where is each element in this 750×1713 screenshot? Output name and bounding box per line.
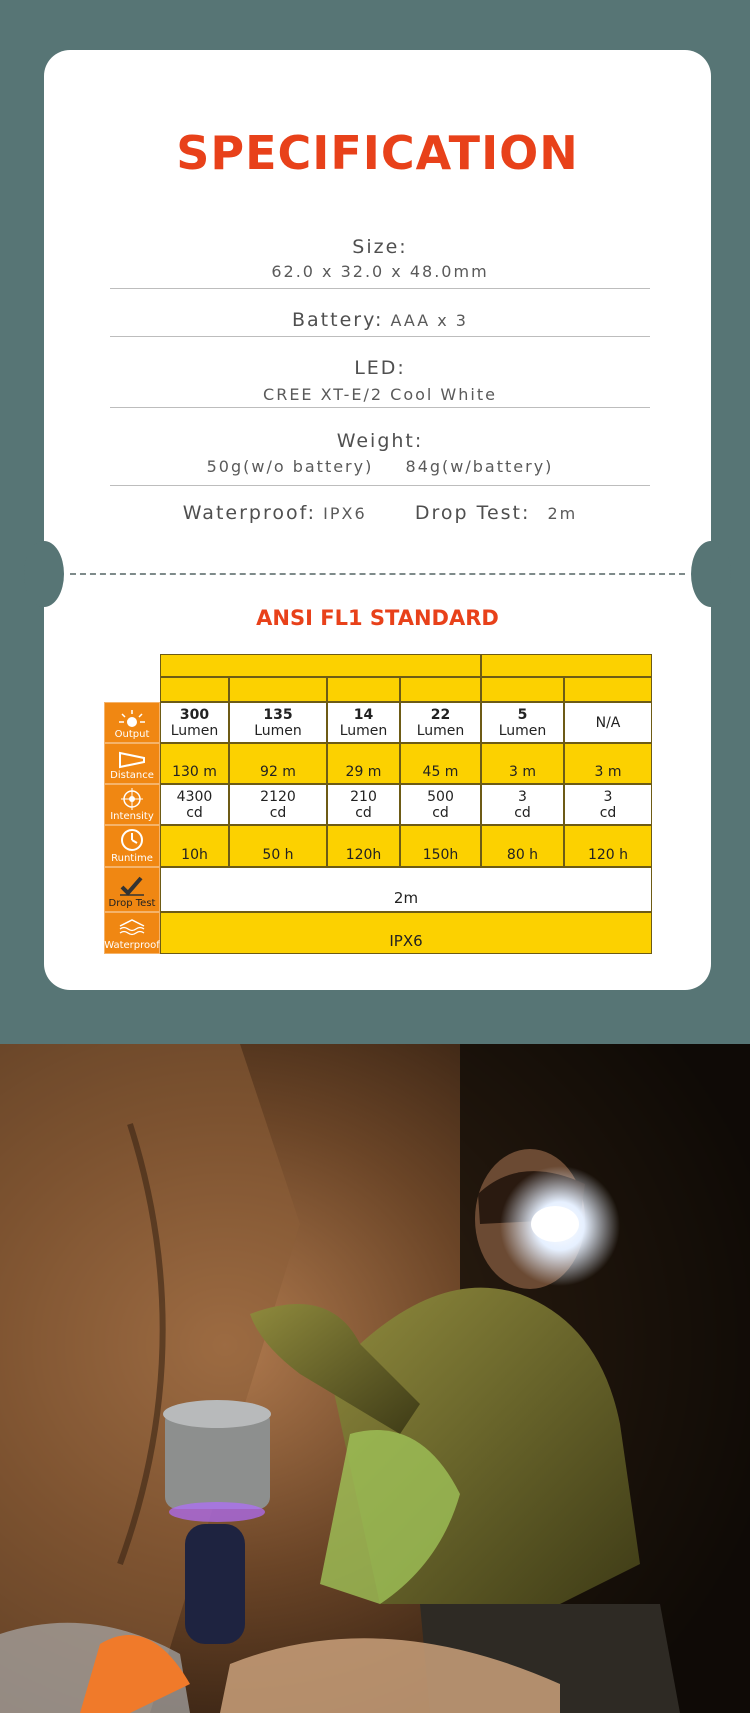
table-cell [400,702,481,743]
cell-value: 45 m [422,764,459,780]
table-cell [481,784,564,825]
headlamp-photo-illustration [0,1044,750,1713]
cell-value: 3 [518,788,527,805]
ticket-notch-left [24,541,64,607]
table-cell [160,784,229,825]
header-white-light [160,654,481,677]
mode-header [327,677,400,702]
table-cell [160,743,229,784]
table-cell [400,784,481,825]
table-cell [160,702,229,743]
cell-unit: cd [186,804,203,821]
cell-unit: Lumen [416,722,465,739]
drop-test-icon [104,867,160,912]
distance-icon [104,743,160,784]
table-cell [327,743,400,784]
spec-led-value: CREE XT-E/2 Cool White [263,385,497,404]
cell-value: 210 [350,788,377,805]
divider [110,288,650,289]
spec-battery-value: AAA x 3 [390,311,468,330]
header-red-light [481,654,652,677]
divider [110,485,650,486]
cell-value: 29 m [345,764,382,780]
row-label: Output [114,729,150,740]
row-label: Drop Test [108,898,156,909]
table-cell [400,825,481,867]
table-cell [400,743,481,784]
table-cell [481,825,564,867]
runtime-icon [104,825,160,867]
table-span-cell: IPX6 [160,912,652,954]
cell-value: 5 [517,706,528,723]
cell-unit: cd [355,804,372,821]
ticket-perforation [70,573,685,575]
mode-header [400,677,481,702]
output-icon [104,702,160,743]
spec-weight [110,430,650,476]
table-cell [160,825,229,867]
intensity-icon [104,784,160,825]
row-label: Runtime [111,853,153,864]
table-cell [481,702,564,743]
spec-waterproof-drop [110,502,650,524]
cell-value: 300 [179,706,210,723]
divider [110,336,650,337]
cell-value: 2120 [260,788,296,805]
table-cell [564,743,652,784]
cell-value: 135 [263,706,293,723]
table-cell [229,743,327,784]
cell-unit: cd [599,804,617,821]
cell-unit: Lumen [170,722,219,739]
spec-size [110,236,650,281]
spec-battery [110,309,650,331]
table-cell [229,784,327,825]
table-cell [564,784,652,825]
table-cell [327,702,400,743]
cell-value: 500 [427,788,454,805]
row-label: Intensity [110,811,154,822]
spec-battery-label: Battery: [292,309,384,331]
mode-header [160,677,229,702]
cell-unit: Lumen [498,722,547,739]
row-label: Distance [110,770,154,781]
spec-waterproof-value: IPX6 [323,504,367,523]
spec-size-label: Size: [352,236,408,258]
cell-value: 10h [181,847,208,863]
page-title: SPECIFICATION [176,126,579,180]
cell-value: 50 h [262,847,294,863]
cell-value: 4300 [176,788,213,805]
cell-unit: cd [514,804,531,821]
table-cell [564,825,652,867]
spec-drop-value: 2m [547,504,578,523]
spec-waterproof-label: Waterproof: [182,502,317,524]
cell-value: 22 [430,706,451,723]
lifestyle-photo [0,1044,750,1713]
cell-unit: cd [269,804,287,821]
cell-value: 120 h [587,847,629,863]
spec-drop-label: Drop Test: [414,502,531,524]
cell-value: 3 m [509,764,536,780]
cell-value: 3 m [594,764,622,780]
cell-value: 130 m [172,764,217,780]
cell-unit: Lumen [339,722,388,739]
table-cell [327,825,400,867]
table-cell [327,784,400,825]
row-label: Waterproof [104,940,160,951]
mode-header [564,677,652,702]
table-span-cell: 2m [160,867,652,912]
cell-value: 14 [353,706,374,723]
spec-weight-value-2: 84g(w/battery) [405,457,554,476]
waterproof-icon [104,912,160,954]
spec-led [110,357,650,404]
ansi-title: ANSI FL1 STANDARD [256,606,499,630]
spec-weight-value-1: 50g(w/o battery) [206,457,374,476]
cell-value: N/A [595,714,621,731]
table-cell [229,702,327,743]
table-cell [564,702,652,743]
spec-weight-label: Weight: [336,430,424,452]
ticket-notch-right [691,541,731,607]
mode-header [229,677,327,702]
cell-value: 120h [345,847,382,863]
cell-value: 3 [603,788,613,805]
table-cell [229,825,327,867]
cell-value: 150h [422,847,459,863]
mode-header [481,677,564,702]
cell-value: 92 m [260,764,296,780]
spec-size-value: 62.0 x 32.0 x 48.0mm [271,262,489,281]
cell-unit: Lumen [254,722,302,739]
table-cell [481,743,564,784]
spec-led-label: LED: [354,357,406,379]
cell-value: 80 h [506,847,539,863]
divider [110,407,650,408]
cell-unit: cd [432,804,449,821]
